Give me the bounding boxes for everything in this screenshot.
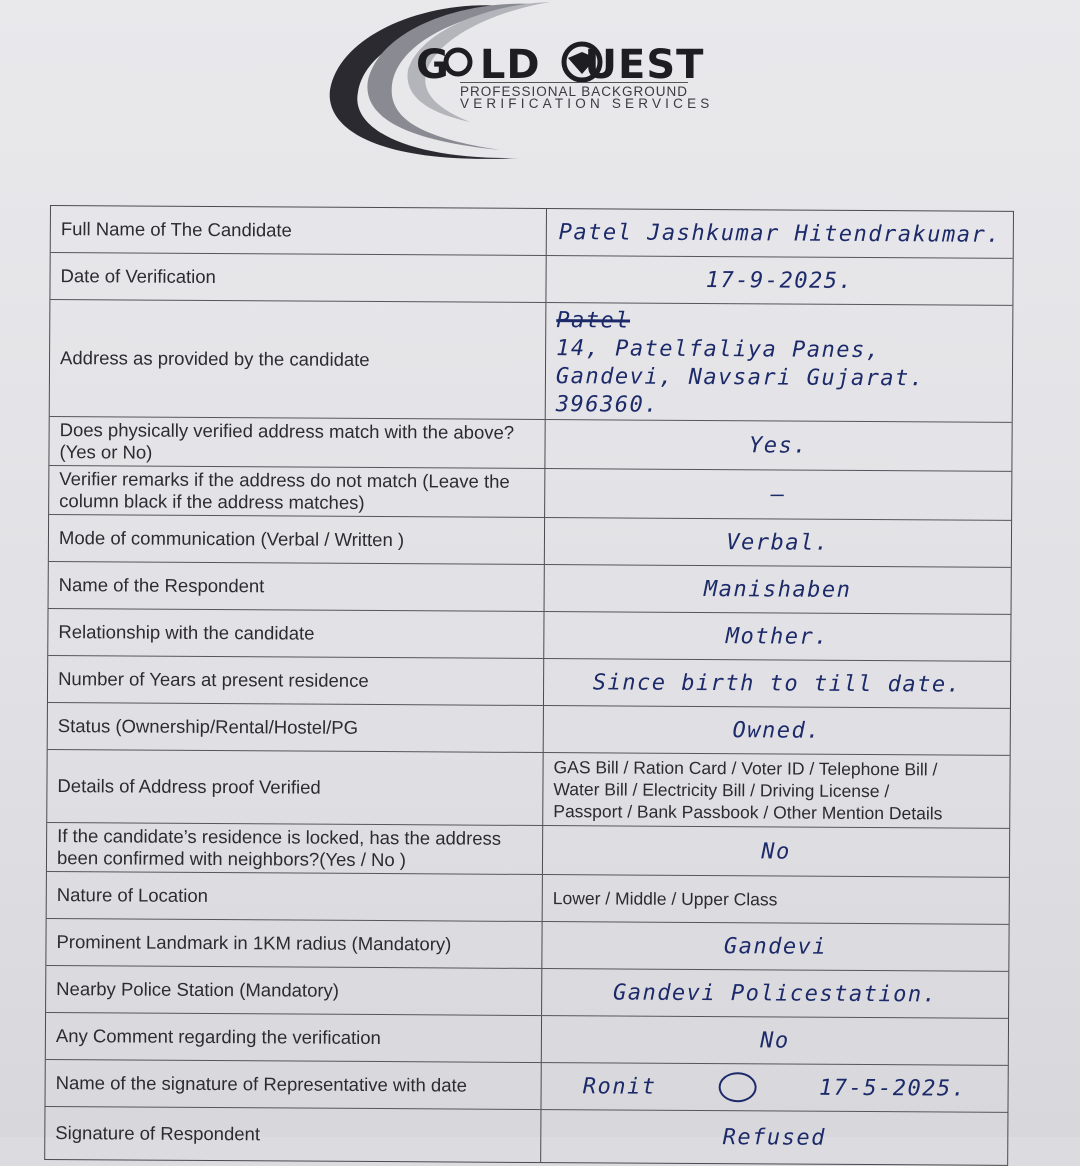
row-label: Status (Ownership/Rental/Hostel/PG: [48, 703, 544, 752]
table-row: [49, 515, 1011, 568]
table-row: [48, 656, 1010, 709]
row-label: Mode of communication (Verbal / Written ): [49, 515, 545, 564]
table-row: [47, 823, 1009, 878]
row-label: Number of Years at present residence: [48, 656, 544, 705]
table-row: [49, 417, 1011, 472]
table-row: [46, 966, 1008, 1019]
logo-tagline-line1: PROFESSIONAL BACKGROUND: [460, 84, 689, 99]
goldquest-logo: [320, 0, 760, 170]
label-line-2: (Yes or No): [59, 441, 153, 463]
table-row: [51, 206, 1013, 259]
row-value: 17-9-2025.: [705, 267, 854, 294]
row-value: Lower / Middle / Upper Class: [552, 888, 778, 910]
row-value: [541, 1063, 1007, 1112]
row-label: [49, 466, 545, 517]
representative-name: Ronit: [582, 1073, 657, 1100]
row-label: Signature of Respondent: [45, 1107, 541, 1162]
row-label: Name of the Respondent: [49, 562, 545, 611]
row-value: Yes.: [748, 432, 809, 459]
address-line-1: [556, 307, 881, 365]
row-label: Date of Verification: [50, 253, 546, 302]
row-label: [49, 417, 545, 468]
row-value: Since birth to till date.: [592, 669, 962, 698]
table-row: [47, 872, 1009, 925]
label-line-1: If the candidate’s residence is locked, has the address: [57, 825, 502, 849]
table-row: [50, 300, 1013, 423]
representative-date: 17-5-2025.: [818, 1075, 967, 1102]
table-row: [50, 253, 1012, 306]
proof-options-line-3: Passport / Bank Passbook / Other Mention Details: [553, 801, 943, 824]
label-line-1: Verifier remarks if the address do not match (Leave the: [59, 468, 510, 492]
row-value: —: [770, 481, 786, 507]
row-value: Patel Jashkumar Hitendrakumar.: [558, 219, 1002, 248]
table-row: [45, 1107, 1007, 1165]
table-row: [46, 919, 1008, 972]
row-value: Gandevi: [723, 933, 828, 960]
row-label: Nearby Police Station (Mandatory): [46, 966, 542, 1015]
struck-out-word: Patel: [556, 308, 631, 334]
logo-letter-g: G: [416, 42, 450, 88]
verification-form-table: [44, 205, 1014, 1166]
representative-signature-icon: [719, 1072, 757, 1102]
table-row: [48, 609, 1010, 662]
address-line-2: Gandevi, Navsari Gujarat. 396360.: [555, 364, 925, 418]
row-label: [47, 823, 543, 874]
row-label: Name of the signature of Representative with date: [45, 1060, 541, 1109]
row-value: Refused: [722, 1124, 827, 1151]
logo-tagline-line2: VERIFICATION SERVICES: [460, 96, 714, 111]
label-line-2: column black if the address matches): [59, 490, 365, 513]
proof-options-line-2: Water Bill / Electricity Bill / Driving License /: [553, 779, 890, 802]
table-row: [47, 750, 1009, 829]
row-value: Manishaben: [703, 576, 852, 603]
address-line-1-text: 14, Patelfaliya Panes,: [556, 336, 881, 364]
row-value: Gandevi Policestation.: [612, 979, 938, 1007]
row-label: Any Comment regarding the verification: [46, 1013, 542, 1062]
row-label: Relationship with the candidate: [48, 609, 544, 658]
table-row: [49, 562, 1011, 615]
logo-letters-uest: UEST: [584, 42, 705, 88]
proof-options-line-1: GAS Bill / Ration Card / Voter ID / Telephone Bill /: [553, 757, 938, 780]
table-row: [46, 1013, 1008, 1066]
table-row: [48, 703, 1010, 756]
table-row: [45, 1060, 1007, 1113]
row-value: [543, 753, 1009, 828]
row-value: [546, 303, 1013, 422]
row-label: Address as provided by the candidate: [50, 300, 547, 419]
row-value: No: [761, 838, 791, 865]
row-value: No: [760, 1027, 790, 1054]
row-label: Prominent Landmark in 1KM radius (Mandatory): [46, 919, 542, 968]
row-label: Full Name of The Candidate: [51, 206, 547, 255]
label-line-2: been confirmed with neighbors?(Yes / No ): [56, 847, 407, 871]
row-label: Details of Address proof Verified: [47, 750, 543, 825]
row-label: Nature of Location: [47, 872, 543, 921]
row-value: Verbal.: [726, 529, 830, 556]
row-value: Mother.: [725, 623, 830, 650]
row-value: Owned.: [732, 717, 822, 744]
logo-letters-ld: LD: [479, 42, 541, 88]
label-line-1: Does physically verified address match with the above?: [59, 419, 515, 443]
table-row: [49, 466, 1011, 521]
